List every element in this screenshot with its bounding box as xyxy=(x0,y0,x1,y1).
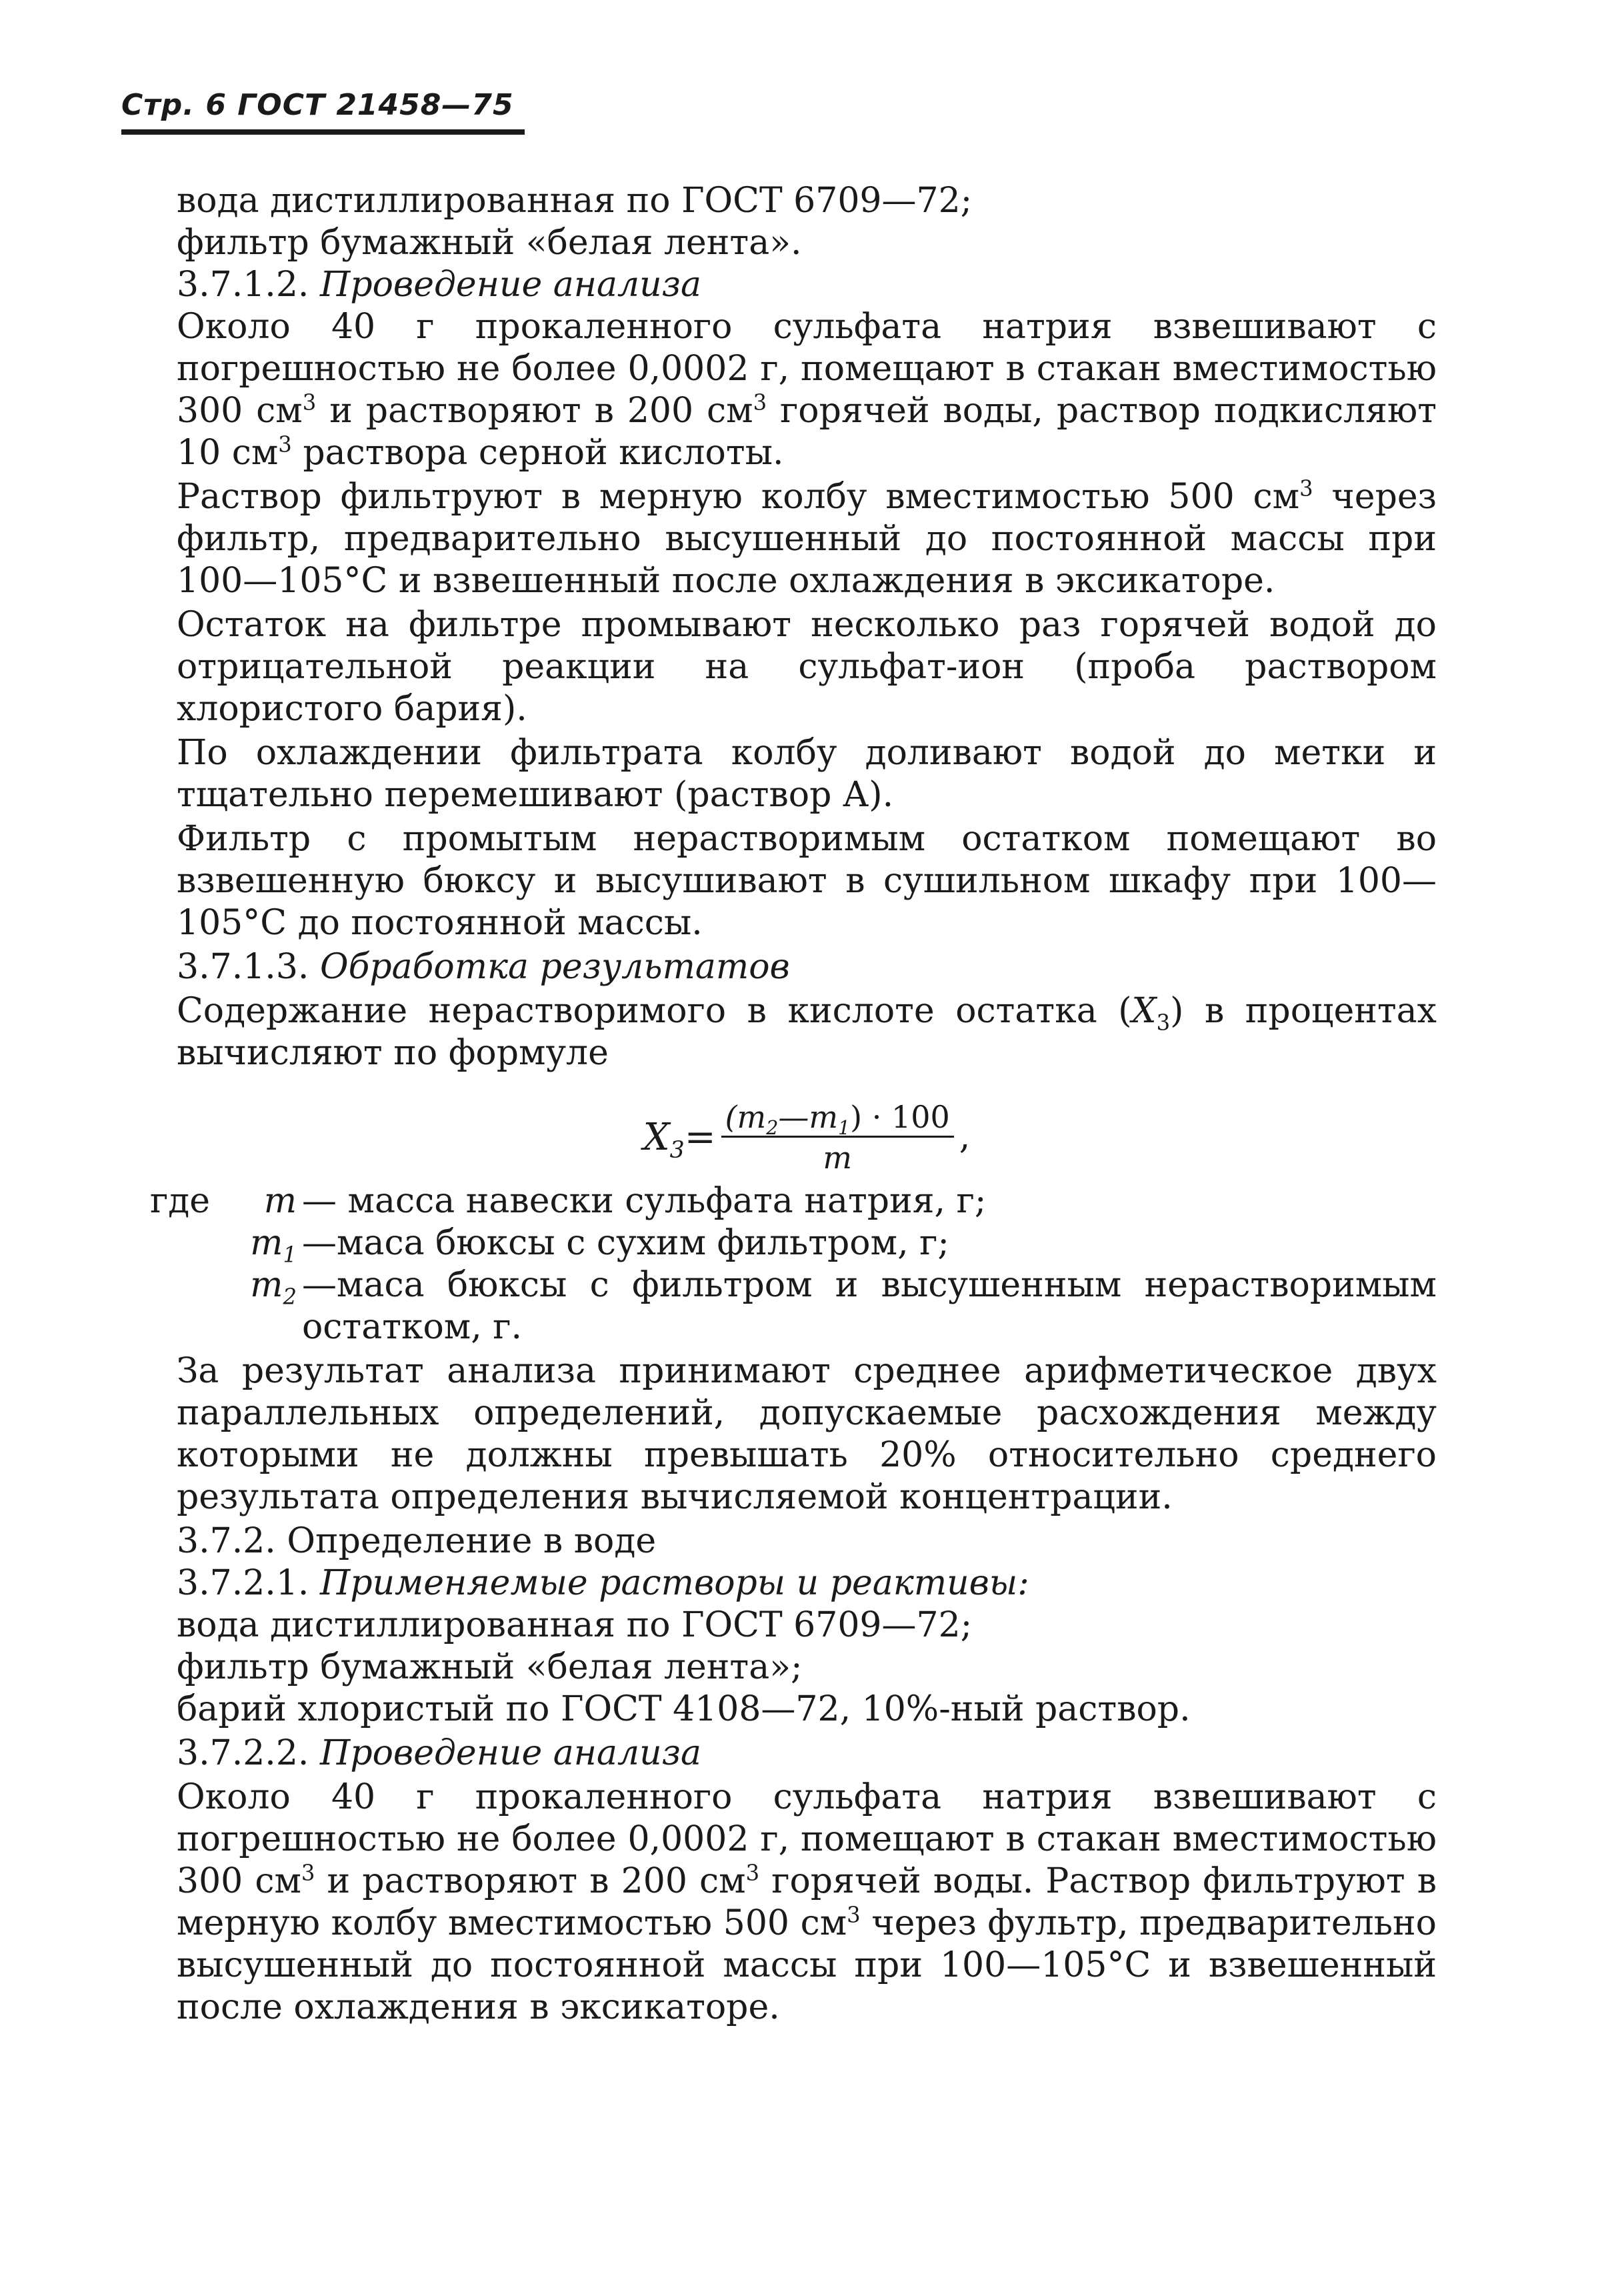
subscript: 1 xyxy=(283,1242,297,1268)
subscript: 2 xyxy=(283,1284,297,1310)
text-run: и растворяют в 200 см xyxy=(316,391,753,431)
subscript: 3 xyxy=(669,1137,685,1164)
math-symbol: X xyxy=(643,1116,670,1159)
text-run: Раствор фильтруют в мерную колбу вместимостью 500 см xyxy=(177,477,1300,517)
reagent-line: фильтр бумажный «белая лента»; xyxy=(177,1647,803,1687)
superscript: 3 xyxy=(1299,475,1313,501)
text-run: Содержание нерастворимого в кислоте остатка ( xyxy=(177,991,1132,1031)
superscript: 3 xyxy=(278,431,292,457)
math-symbol xyxy=(177,1264,302,1348)
subscript: 2 xyxy=(766,1117,779,1140)
text-run: m xyxy=(250,1265,283,1305)
reagent-line: барий хлористый по ГОСТ 4108—72, 10%-ный раствор. xyxy=(177,1689,1191,1729)
text-run: Около 40 г прокаленного сульфата натрия взвешивают с погрешностью не более 0,0002 г, помещают в стакан вместимостью 300 см xyxy=(177,1777,1437,1901)
superscript: 3 xyxy=(753,389,767,415)
section-heading xyxy=(177,946,1437,988)
formula-comma: , xyxy=(959,1117,971,1157)
section-number: 3.7.1.2. xyxy=(177,265,309,305)
text-run: горячей воды. Раствор фильтруют в мерную колбу вместимостью 500 см xyxy=(177,1861,1437,1943)
reagent-line: вода дистиллированная по ГОСТ 6709—72; xyxy=(177,181,973,221)
text-run: m xyxy=(250,1223,283,1263)
superscript: 3 xyxy=(745,1860,760,1886)
definition-row xyxy=(177,1264,1437,1348)
section-title: Применяемые растворы и реактивы: xyxy=(319,1563,1029,1603)
text-run: —m xyxy=(778,1099,838,1135)
paragraph: По охлаждении фильтрата колбу доливают водой до метки и тщательно перемешивают (раствор А). xyxy=(177,733,1437,815)
text-run: Около 40 г прокаленного сульфата натрия взвешивают с погрешностью не более 0,0002 г, помещают в стакан вместимостью 300 см xyxy=(177,307,1437,431)
formula-numerator xyxy=(721,1098,954,1138)
definition-text: —маса бюксы с сухим фильтром, г; xyxy=(302,1223,949,1263)
text-run: и растворяют в 200 см xyxy=(315,1861,746,1901)
section-heading xyxy=(177,1733,1437,1775)
definition-lead: где xyxy=(150,1181,211,1221)
section-number: 3.7.2.2. xyxy=(177,1733,309,1773)
text-run: (m xyxy=(725,1099,767,1135)
paragraph xyxy=(177,306,1437,474)
variable-definitions xyxy=(150,1180,1437,1348)
paragraph xyxy=(177,476,1437,602)
page-header: Стр. 6 ГОСТ 21458—75 xyxy=(121,85,525,135)
subscript: 1 xyxy=(837,1117,851,1140)
math-symbol xyxy=(177,1222,302,1268)
section-title: Проведение анализа xyxy=(319,1733,701,1773)
reagent-line: фильтр бумажный «белая лента». xyxy=(177,223,802,263)
formula xyxy=(177,1098,1437,1176)
definition-row xyxy=(177,1222,1437,1268)
text-run: горячей воды, раствор подкисляют 10 см xyxy=(177,391,1437,473)
paragraph: Фильтр с промытым нерастворимым остатком помещают во взвешенную бюксу и высушивают в сушильном шкафу при 100—105°С до постоянной массы. xyxy=(177,819,1437,943)
superscript: 3 xyxy=(301,1860,315,1886)
text-run: ) в процентах вычисляют по формуле xyxy=(177,991,1437,1073)
paragraph xyxy=(177,990,1437,1074)
text-run: раствора серной кислоты. xyxy=(291,433,784,473)
section-title: Обработка результатов xyxy=(319,947,790,987)
section-heading: 3.7.2. Определение в воде xyxy=(177,1521,657,1561)
definition-text: —маса бюксы с фильтром и высушенным нерастворимым остатком, г. xyxy=(302,1265,1437,1347)
section-title: Проведение анализа xyxy=(319,265,701,305)
section-heading xyxy=(177,264,1437,306)
section-number: 3.7.2.1. xyxy=(177,1563,309,1603)
document-body xyxy=(150,180,1437,2029)
definition-text: — масса навески сульфата натрия, г; xyxy=(302,1181,987,1221)
reagent-line: вода дистиллированная по ГОСТ 6709—72; xyxy=(177,1605,973,1645)
paragraph: За результат анализа принимают среднее арифметическое двух параллельных определений, допускаемые расхождения между которыми не должны превышать 20% относительно среднего результата определения вычисляемой концентрации. xyxy=(177,1351,1437,1517)
section-number: 3.7.1.3. xyxy=(177,947,309,987)
text-run: через фультр, предварительно высушенный до постоянной массы при 100—105°С и взвешенный после охлаждения в эксикаторе. xyxy=(177,1903,1437,2027)
formula-lhs xyxy=(643,1116,716,1164)
subscript: 3 xyxy=(1156,1010,1171,1036)
paragraph xyxy=(177,1777,1437,2029)
text-run: m xyxy=(263,1181,297,1221)
definition-row xyxy=(150,1180,1437,1222)
superscript: 3 xyxy=(302,389,317,415)
math-symbol: X xyxy=(1131,991,1157,1031)
text-run: ) · 100 xyxy=(850,1099,950,1135)
formula-denominator: m xyxy=(823,1140,852,1176)
equals-sign: = xyxy=(684,1116,716,1159)
section-heading xyxy=(177,1562,1437,1604)
text-run: через фильтр, предварительно высушенный до постоянной массы при 100—105°С и взвешенный после охлаждения в эксикаторе. xyxy=(177,477,1437,601)
formula-fraction xyxy=(721,1098,954,1176)
superscript: 3 xyxy=(847,1902,861,1928)
paragraph: Остаток на фильтре промывают несколько раз горячей водой до отрицательной реакции на сульфат-ион (проба раствором хлористого бария). xyxy=(177,605,1437,729)
